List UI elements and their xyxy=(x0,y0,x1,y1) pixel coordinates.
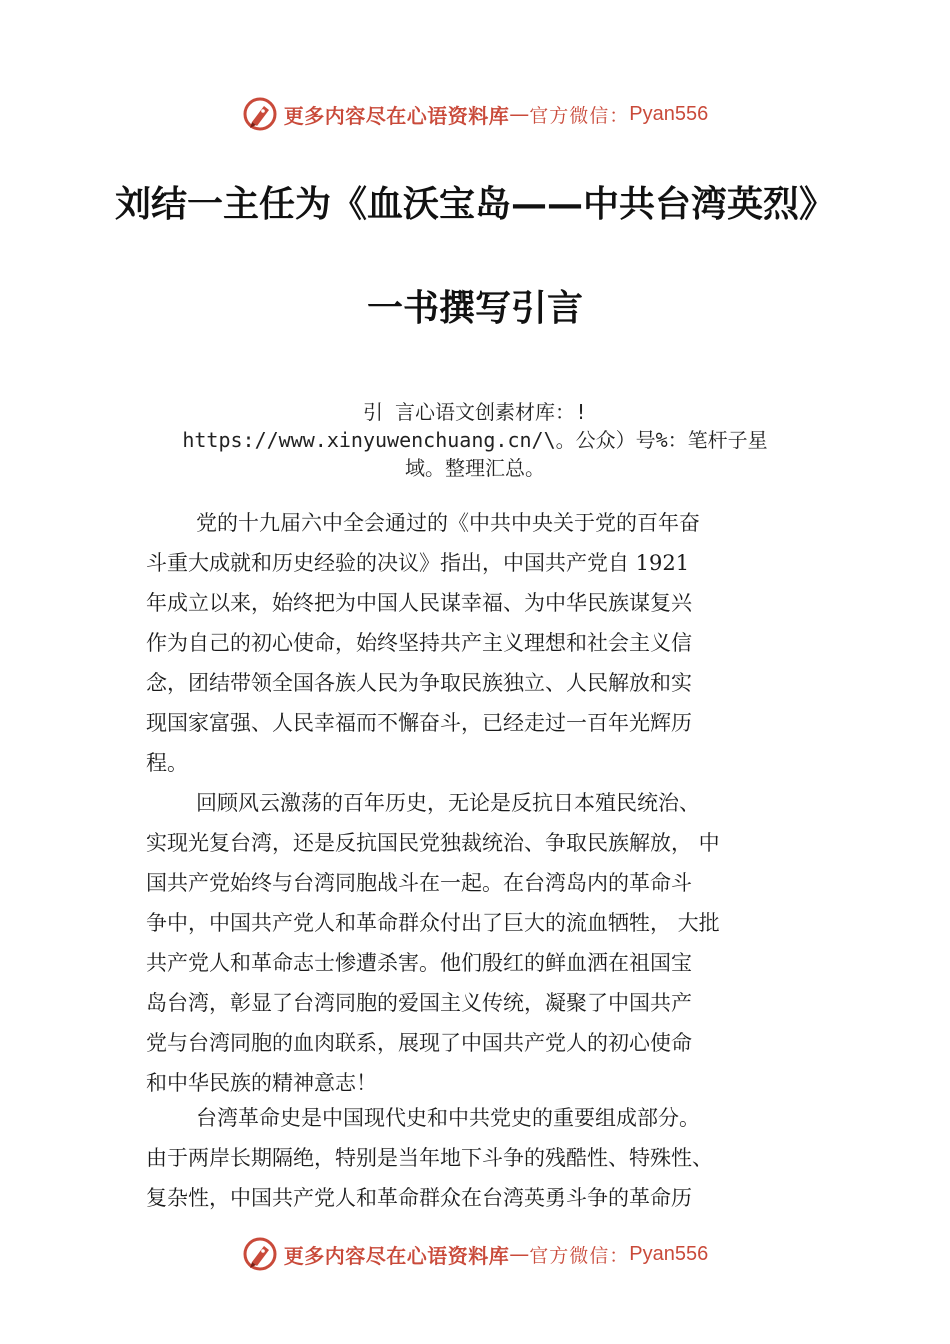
banner-wechat-id: Pyan556 xyxy=(629,1242,709,1265)
text-line: 由于两岸长期隔绝，特别是当年地下斗争的残酷性、特殊性、 xyxy=(146,1146,713,1170)
banner-wechat-label: 官方微信： xyxy=(529,104,630,127)
banner-wechat-id: Pyan556 xyxy=(629,102,709,125)
source-note xyxy=(140,398,810,482)
text-line: 岛台湾，彰显了台湾同胞的爱国主义传统，凝聚了中国共产 xyxy=(146,991,692,1015)
text-line: 程。 xyxy=(146,751,188,775)
text-line: 争中，中国共产党人和革命群众付出了巨大的流血牺牲， 大批 xyxy=(146,911,720,935)
paragraph-2 xyxy=(146,783,806,1103)
source-line: https://www.xinyuwenchuang.cn/\。公众）号%：笔杆子星 xyxy=(182,428,768,452)
banner-text: 更多内容尽在心语资料库 xyxy=(283,103,510,128)
page-title-line-1: 刘结一主任为《血沃宝岛——中共台湾英烈》 xyxy=(114,183,835,225)
banner-text: 更多内容尽在心语资料库 xyxy=(283,1243,510,1268)
text-line: 念，团结带领全国各族人民为争取民族独立、人民解放和实 xyxy=(146,671,692,695)
text-line: 党与台湾同胞的血肉联系，展现了中国共产党人的初心使命 xyxy=(146,1031,692,1055)
page-title-line-2: 一书撰写引言 xyxy=(366,287,583,329)
text-line: 台湾革命史是中国现代史和中共党史的重要组成部分。 xyxy=(196,1106,700,1130)
pen-nib-icon xyxy=(242,1236,278,1272)
paragraph-3 xyxy=(146,1098,806,1218)
header-banner xyxy=(0,92,950,136)
text-line: 实现光复台湾，还是反抗国民党独裁统治、争取民族解放， 中 xyxy=(146,831,720,855)
text-line: 作为自己的初心使命，始终坚持共产主义理想和社会主义信 xyxy=(146,631,692,655)
banner-wechat-label: 官方微信： xyxy=(529,1244,630,1267)
text-line: 和中华民族的精神意志！ xyxy=(146,1071,377,1095)
text-line: 复杂性，中国共产党人和革命群众在台湾英勇斗争的革命历 xyxy=(146,1186,692,1210)
text-line: 党的十九届六中全会通过的《中共中央关于党的百年奋 xyxy=(196,511,700,535)
banner-separator: — xyxy=(509,1242,530,1266)
banner-separator: — xyxy=(509,102,530,126)
pen-nib-icon xyxy=(242,96,278,132)
text-line: 共产党人和革命志士惨遭杀害。他们殷红的鲜血洒在祖国宝 xyxy=(146,951,692,975)
text-line: 斗重大成就和历史经验的决议》指出，中国共产党自 1921 xyxy=(146,551,690,575)
source-line: 域。整理汇总。 xyxy=(405,456,545,480)
text-line: 国共产党始终与台湾同胞战斗在一起。在台湾岛内的革命斗 xyxy=(146,871,692,895)
text-line: 回顾风云激荡的百年历史，无论是反抗日本殖民统治、 xyxy=(196,791,700,815)
text-line: 年成立以来，始终把为中国人民谋幸福、为中华民族谋复兴 xyxy=(146,591,692,615)
text-line: 现国家富强、人民幸福而不懈奋斗，已经走过一百年光辉历 xyxy=(146,711,692,735)
source-line: 引 言心语文创素材库：! xyxy=(362,400,588,424)
paragraph-1 xyxy=(146,503,806,783)
footer-banner xyxy=(0,1232,950,1276)
